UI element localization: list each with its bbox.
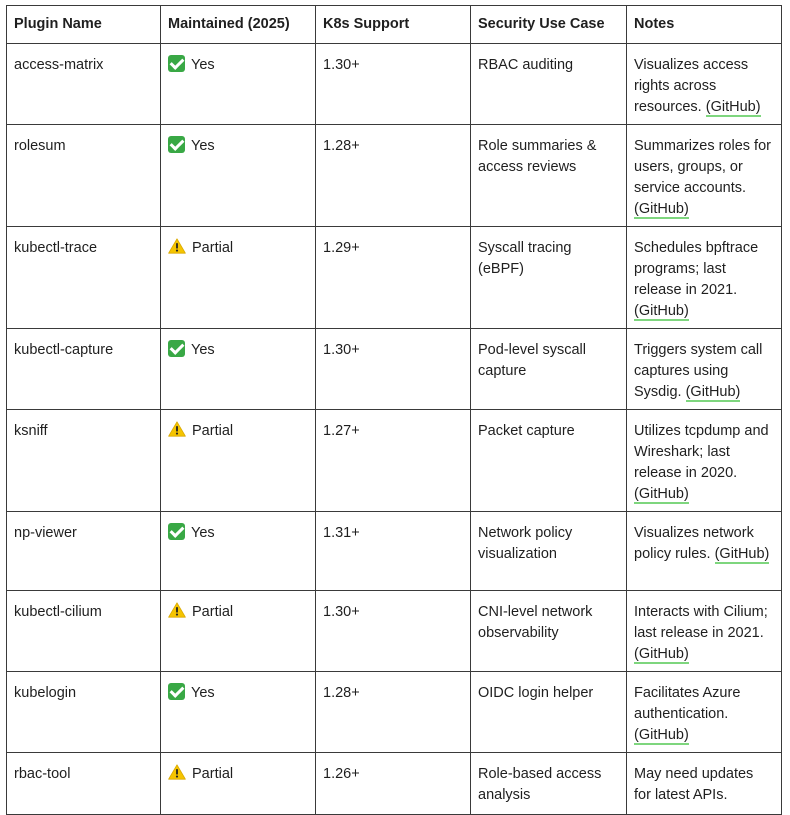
k8s-support-cell <box>316 227 471 329</box>
maintained-cell <box>161 672 316 753</box>
header-notes: Notes <box>627 6 782 44</box>
notes-cell <box>627 512 782 591</box>
table-row <box>7 753 782 815</box>
github-link[interactable]: (GitHub) <box>634 727 689 743</box>
use-case-cell <box>471 753 627 815</box>
notes-cell <box>627 329 782 410</box>
notes-cell <box>627 125 782 227</box>
plugin-name: ksniff <box>14 423 48 439</box>
use-case-cell <box>471 512 627 591</box>
notes-text: Summarizes roles for users, groups, or service accounts. <box>634 138 771 196</box>
maintained-status: Yes <box>191 138 215 154</box>
use-case-cell <box>471 329 627 410</box>
plugin-name-cell <box>7 125 161 227</box>
github-link[interactable]: (GitHub) <box>705 99 761 115</box>
check-icon <box>168 523 185 540</box>
plugin-name-cell <box>7 410 161 512</box>
maintained-cell <box>161 753 316 815</box>
plugin-name-cell <box>7 329 161 410</box>
notes-cell <box>627 410 782 512</box>
plugin-name: rolesum <box>14 138 66 154</box>
plugin-name-cell <box>7 672 161 753</box>
use-case-cell <box>471 44 627 125</box>
table-row <box>7 125 782 227</box>
k8s-version: 1.30+ <box>323 342 360 358</box>
k8s-support-cell <box>316 44 471 125</box>
maintained-cell <box>161 44 316 125</box>
maintained-cell <box>161 227 316 329</box>
warning-icon <box>168 602 186 618</box>
table-row <box>7 410 782 512</box>
plugin-name: kubelogin <box>14 685 77 701</box>
check-icon <box>168 136 185 153</box>
table-row <box>7 672 782 753</box>
header-row <box>7 6 782 44</box>
maintained-status: Partial <box>192 766 234 782</box>
plugin-name: np-viewer <box>14 525 77 541</box>
k8s-version: 1.31+ <box>323 525 360 541</box>
k8s-version: 1.27+ <box>323 423 360 439</box>
plugin-name: access-matrix <box>14 57 104 73</box>
github-link[interactable]: (GitHub) <box>634 303 689 319</box>
notes-text: Interacts with Cilium; last release in 2021. <box>634 604 768 641</box>
plugin-name-cell <box>7 591 161 672</box>
maintained-cell <box>161 512 316 591</box>
warning-icon <box>168 421 186 437</box>
use-case: Packet capture <box>478 423 575 439</box>
header-security-use-case: Security Use Case <box>471 6 627 44</box>
use-case: Network policy visualization <box>478 525 573 562</box>
use-case: Role-based access analysis <box>478 766 602 803</box>
table-row <box>7 329 782 410</box>
github-link[interactable]: (GitHub) <box>634 201 689 217</box>
plugin-name-cell <box>7 227 161 329</box>
k8s-support-cell <box>316 125 471 227</box>
notes-text: May need updates for latest APIs. <box>634 766 754 803</box>
k8s-version: 1.26+ <box>323 766 360 782</box>
notes-text: Triggers system call captures using Sysdig. <box>634 342 763 400</box>
maintained-status: Yes <box>191 342 215 358</box>
plugin-name-cell <box>7 512 161 591</box>
use-case: CNI-level network observability <box>478 604 593 641</box>
check-icon <box>168 55 185 72</box>
check-icon <box>168 340 185 357</box>
use-case: OIDC login helper <box>478 685 594 701</box>
maintained-cell <box>161 591 316 672</box>
github-link[interactable]: (GitHub) <box>685 384 741 400</box>
notes-cell <box>627 591 782 672</box>
use-case: Syscall tracing (eBPF) <box>478 240 572 277</box>
github-link[interactable]: (GitHub) <box>634 486 689 502</box>
use-case-cell <box>471 672 627 753</box>
table-row <box>7 591 782 672</box>
warning-icon <box>168 238 186 254</box>
k8s-version: 1.28+ <box>323 685 360 701</box>
maintained-status: Partial <box>192 240 234 256</box>
use-case: Pod-level syscall capture <box>478 342 586 379</box>
plugins-table <box>6 5 782 815</box>
k8s-version: 1.29+ <box>323 240 360 256</box>
warning-icon <box>168 764 186 780</box>
maintained-cell <box>161 125 316 227</box>
notes-text: Utilizes tcpdump and Wireshark; last release in 2020. <box>634 423 769 481</box>
check-icon <box>168 683 185 700</box>
maintained-status: Yes <box>191 57 215 73</box>
header-plugin-name: Plugin Name <box>7 6 161 44</box>
use-case-cell <box>471 410 627 512</box>
k8s-support-cell <box>316 672 471 753</box>
k8s-support-cell <box>316 329 471 410</box>
notes-text: Visualizes access rights across resources. <box>634 57 749 115</box>
notes-text: Schedules bpftrace programs; last release in 2021. <box>634 240 759 298</box>
use-case-cell <box>471 591 627 672</box>
k8s-support-cell <box>316 591 471 672</box>
plugin-name: kubectl-cilium <box>14 604 102 620</box>
k8s-support-cell <box>316 410 471 512</box>
plugin-name-cell <box>7 44 161 125</box>
maintained-status: Yes <box>191 525 215 541</box>
maintained-cell <box>161 410 316 512</box>
table-row <box>7 512 782 591</box>
use-case-cell <box>471 125 627 227</box>
k8s-support-cell <box>316 512 471 591</box>
use-case: RBAC auditing <box>478 57 574 73</box>
header-maintained: Maintained (2025) <box>161 6 316 44</box>
k8s-support-cell <box>316 753 471 815</box>
github-link[interactable]: (GitHub) <box>714 546 770 562</box>
notes-cell <box>627 44 782 125</box>
github-link[interactable]: (GitHub) <box>634 646 689 662</box>
maintained-status: Partial <box>192 423 234 439</box>
use-case: Role summaries & access reviews <box>478 138 597 175</box>
table-row <box>7 44 782 125</box>
notes-cell <box>627 672 782 753</box>
notes-text: Visualizes network policy rules. <box>634 525 754 562</box>
notes-cell <box>627 753 782 815</box>
plugin-name-cell <box>7 753 161 815</box>
notes-cell <box>627 227 782 329</box>
k8s-version: 1.28+ <box>323 138 360 154</box>
k8s-version: 1.30+ <box>323 604 360 620</box>
plugin-name: kubectl-trace <box>14 240 98 256</box>
header-k8s-support: K8s Support <box>316 6 471 44</box>
plugin-name: kubectl-capture <box>14 342 114 358</box>
plugin-name: rbac-tool <box>14 766 71 782</box>
k8s-version: 1.30+ <box>323 57 360 73</box>
maintained-status: Yes <box>191 685 215 701</box>
notes-text: Facilitates Azure authentication. <box>634 685 741 722</box>
use-case-cell <box>471 227 627 329</box>
table-row <box>7 227 782 329</box>
maintained-cell <box>161 329 316 410</box>
maintained-status: Partial <box>192 604 234 620</box>
